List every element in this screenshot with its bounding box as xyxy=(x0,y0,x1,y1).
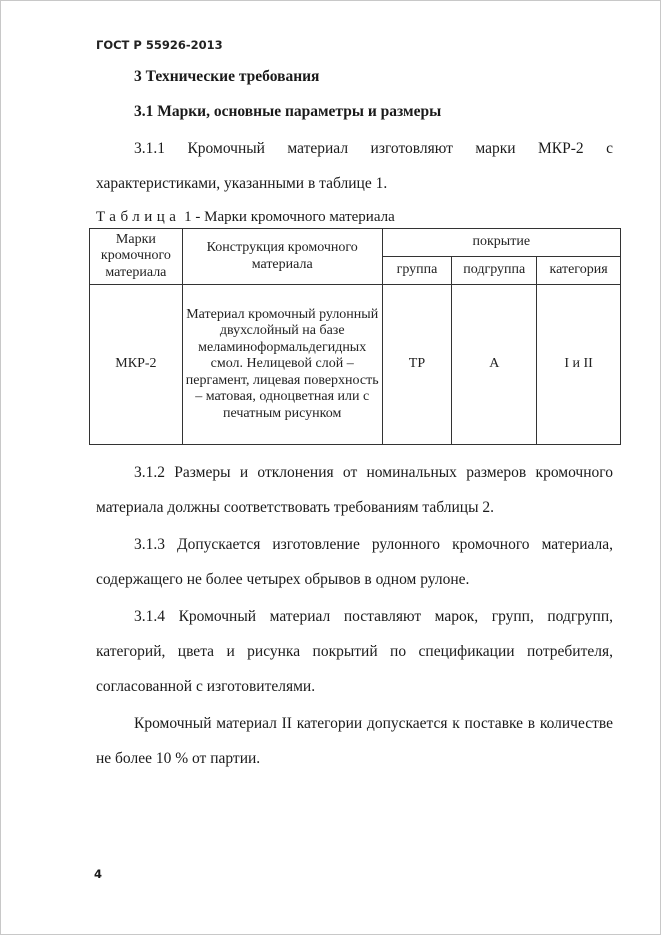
cell-group: ТР xyxy=(382,285,452,445)
header-coating: покрытие xyxy=(382,229,620,257)
paragraph-line: характеристиками, указанными в таблице 1. xyxy=(96,175,388,192)
paragraph-line: 3.1.2 Размеры и отклонения от номинальных размеров кромочного xyxy=(134,464,613,481)
paragraph-line: не более 10 % от партии. xyxy=(96,750,261,767)
header-subgroup: подгруппа xyxy=(452,257,537,285)
paragraph-3-1-2 xyxy=(96,455,613,525)
cell-brand: МКР-2 xyxy=(90,285,183,445)
cell-construction: Материал кромочный рулонный двухслойный на базе меламиноформальдегидных смол. Нелицевой слой – пергамент, лицевая поверхность – матовая, одноцветная или с печатным рисунком xyxy=(182,285,382,445)
paragraph-line: 3.1.1 Кромочный материал изготовляют марки МКР-2 с xyxy=(134,140,613,157)
paragraph-line: согласованной с изготовителями. xyxy=(96,678,316,695)
brands-table xyxy=(89,228,621,445)
paragraph-line: материала должны соответствовать требованиям таблицы 2. xyxy=(96,499,494,516)
paragraph-3-1-4 xyxy=(96,599,613,704)
table-caption-label: Таблица xyxy=(96,209,181,225)
paragraph-3-1-3 xyxy=(96,527,613,597)
section-title: 3 Технические требования xyxy=(134,68,320,85)
paragraph-category-ii xyxy=(96,706,613,776)
header-construction: Конструкция кромочного материала xyxy=(182,229,382,285)
paragraph-line: 3.1.4 Кромочный материал поставляют марок, групп, подгрупп, xyxy=(134,608,613,625)
paragraph-3-1-1 xyxy=(96,131,613,201)
paragraph-line: категорий, цвета и рисунка покрытий по спецификации потребителя, xyxy=(96,643,613,660)
paragraph-line: Кромочный материал II категории допускается к поставке в количестве xyxy=(134,715,613,732)
header-category: категория xyxy=(537,257,621,285)
paragraph-line: содержащего не более четырех обрывов в одном рулоне. xyxy=(96,571,470,588)
cell-subgroup: А xyxy=(452,285,537,445)
table-caption-text: 1 - Марки кромочного материала xyxy=(180,209,395,225)
table-caption xyxy=(96,209,395,226)
document-code: ГОСТ Р 55926-2013 xyxy=(96,38,223,52)
header-brand: Марки кромочного материала xyxy=(90,229,183,285)
cell-category: I и II xyxy=(537,285,621,445)
subsection-title: 3.1 Марки, основные параметры и размеры xyxy=(134,103,442,120)
page-number: 4 xyxy=(94,867,103,881)
header-group: группа xyxy=(382,257,452,285)
paragraph-line: 3.1.3 Допускается изготовление рулонного кромочного материала, xyxy=(134,536,613,553)
